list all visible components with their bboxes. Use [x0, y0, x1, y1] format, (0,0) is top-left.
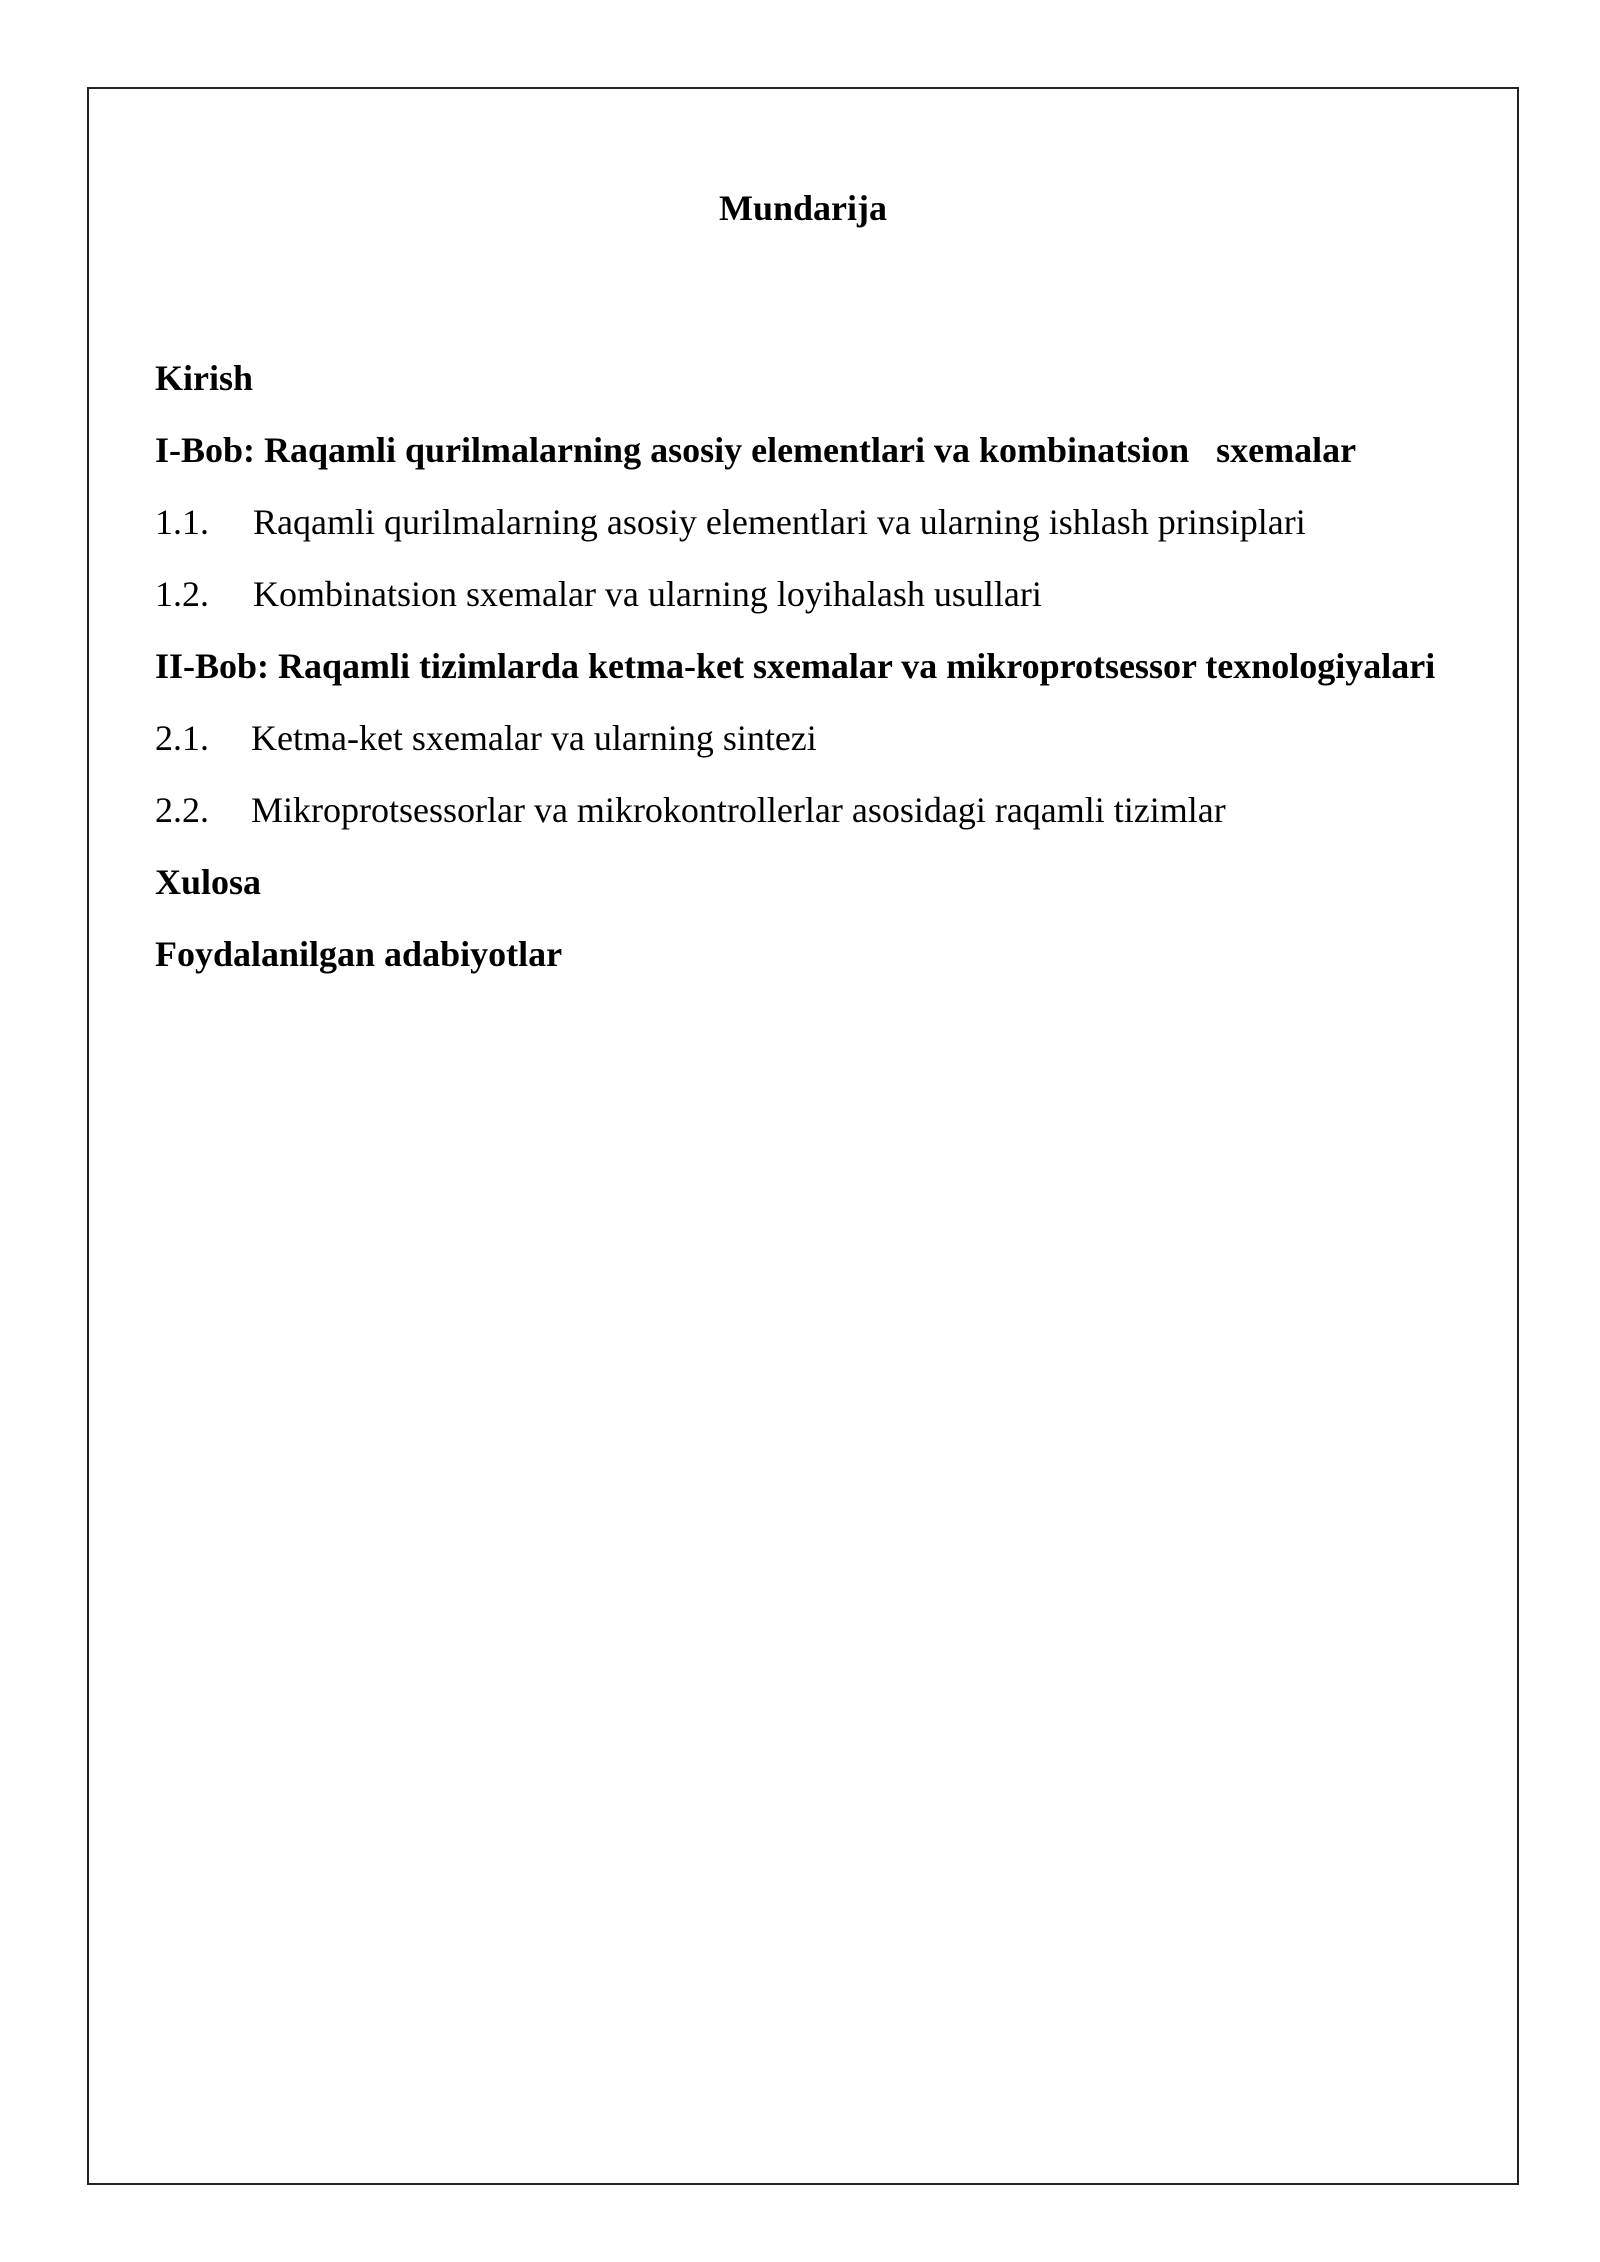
toc-entry-section-1-2: [155, 573, 1457, 616]
toc-entry-label: II-Bob: Raqamli tizimlarda ketma-ket sxemalar va mikroprotsessor texnologiyalari: [155, 646, 1436, 686]
toc-entry-label: Kirish: [155, 358, 254, 398]
toc-entry-chapter-1: [155, 429, 1457, 472]
toc-entry-label: Kombinatsion sxemalar va ularning loyihalash usullari: [253, 574, 1042, 614]
toc-entry-references: [155, 933, 1457, 976]
toc-entry-number: 1.1.: [155, 502, 209, 542]
toc-entry-label: Foydalanilgan adabiyotlar: [155, 934, 563, 974]
page-frame: [87, 87, 1519, 2185]
toc-entry-number: 1.2.: [155, 574, 209, 614]
toc-entry-section-2-2: [155, 789, 1457, 832]
toc-entry-section-2-1: [155, 717, 1457, 760]
toc-entry-chapter-2: [155, 645, 1457, 688]
toc-entry-number: 2.2.: [155, 790, 209, 830]
toc-entry-label: Raqamli qurilmalarning asosiy elementlari va ularning ishlash prinsiplari: [253, 502, 1306, 542]
toc-entry-label: Xulosa: [155, 862, 262, 902]
toc-entry-conclusion: [155, 861, 1457, 904]
toc-entry-label: I-Bob: Raqamli qurilmalarning asosiy elementlari va kombinatsion sxemalar: [155, 430, 1357, 470]
toc-entry-introduction: [155, 357, 1457, 400]
table-of-contents: [155, 357, 1457, 1005]
toc-entry-label: Ketma-ket sxemalar va ularning sintezi: [251, 718, 817, 758]
document-title: Mundarija: [718, 188, 887, 228]
toc-entry-label: Mikroprotsessorlar va mikrokontrollerlar asosidagi raqamli tizimlar: [251, 790, 1226, 830]
toc-entry-section-1-1: [155, 501, 1457, 544]
toc-entry-number: 2.1.: [155, 718, 209, 758]
